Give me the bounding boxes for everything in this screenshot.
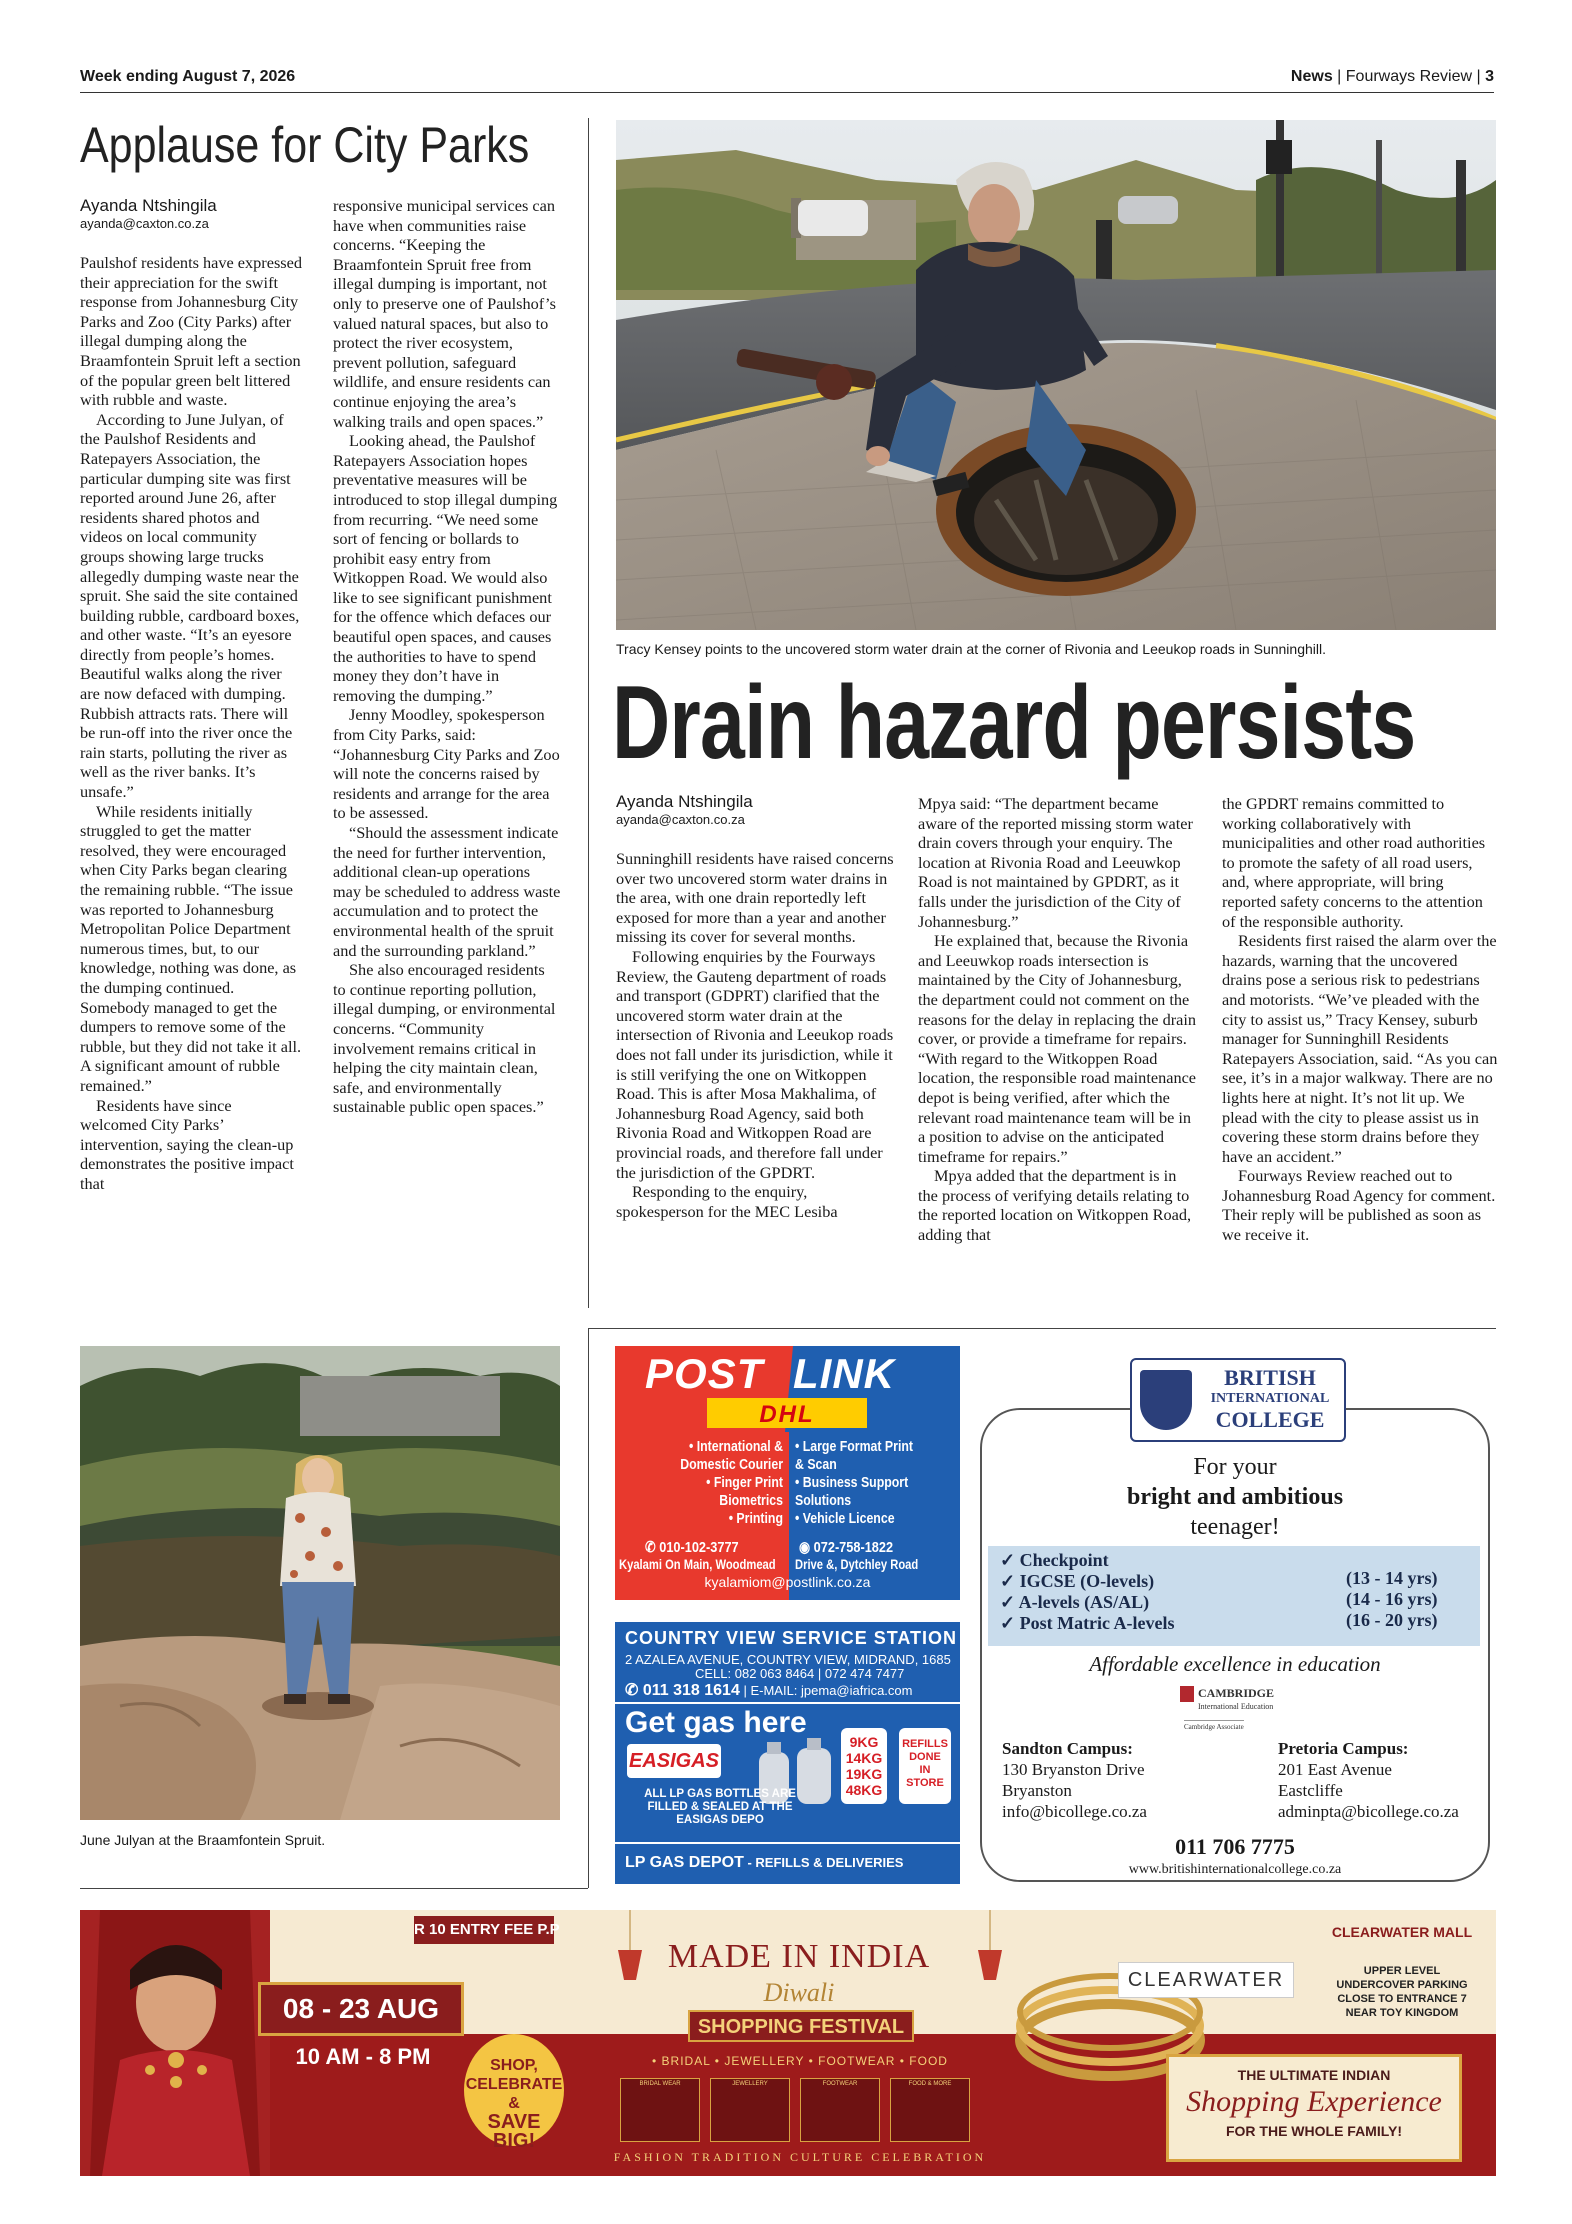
section-divider — [80, 1888, 588, 1889]
slogan-line: For your — [1193, 1454, 1277, 1480]
shopping-festival-label: SHOPPING FESTIVAL — [688, 2010, 914, 2042]
postlink-ad[interactable] — [615, 1346, 960, 1600]
article1-author: Ayanda Ntshingila — [80, 196, 217, 215]
category-tile — [890, 2078, 970, 2142]
badge-line: CELEBRATE & — [465, 2076, 563, 2112]
college-name — [1198, 1366, 1342, 1432]
pretoria-campus — [1278, 1738, 1459, 1822]
service-item: • Finger Print — [706, 1475, 783, 1491]
article2-column-1 — [616, 792, 898, 1221]
easigas-note: ALL LP GAS BOTTLES ARE FILLED & SEALED AT THE EASIGAS DEPO — [644, 1788, 796, 1826]
postlink-phone-right[interactable]: ◉ 072-758-1822 — [799, 1539, 894, 1556]
column-divider — [588, 1328, 589, 1888]
dhl-logo — [707, 1398, 867, 1428]
service-item: • Printing — [728, 1511, 783, 1527]
program-item: ✓ A-levels (AS/AL) — [1000, 1592, 1150, 1612]
article2-column-2 — [918, 794, 1200, 1245]
program-age: (14 - 16 yrs) — [1346, 1589, 1438, 1609]
gas-size: 9KG — [849, 1734, 879, 1750]
article2-headline: Drain hazard persists — [612, 665, 1416, 781]
country-view-ad[interactable] — [615, 1622, 960, 1884]
slogan-line — [980, 1482, 1490, 1512]
address-line: 201 East Avenue — [1278, 1760, 1392, 1779]
section-name: News — [1290, 68, 1333, 85]
cambridge-sub: International Education — [1198, 1702, 1274, 1711]
country-view-address: 2 AZALEA AVENUE, COUNTRY VIEW, MIDRAND, 1685 — [625, 1652, 951, 1667]
college-tagline: Affordable excellence in education — [1089, 1652, 1381, 1676]
paragraph: “Should the assessment indicate the need for further intervention, additional clean-up operations may be scheduled to address waste accumulation and to protect the environmental health of the spruit and the surrounding parkland.” — [333, 823, 561, 960]
lp-gas-depot-sub: - REFILLS & DELIVERIES — [743, 1855, 904, 1870]
paragraph: Residents have since welcomed City Parks’ intervention, saying the clean-up demonstrates the positive impact that — [80, 1095, 294, 1193]
category-tile-label: JEWELLERY — [732, 2081, 768, 2087]
column-divider — [588, 118, 589, 1308]
sandton-campus — [1002, 1738, 1147, 1822]
parking-line: UPPER LEVEL — [1363, 1965, 1441, 1977]
dhl-logo-text: DHL — [759, 1401, 815, 1428]
college-phone[interactable]: 011 706 7775 — [1175, 1834, 1295, 1859]
college-logo — [1130, 1358, 1346, 1442]
ultimate-line: THE ULTIMATE INDIAN — [1237, 2067, 1391, 2083]
program-item: ✓ IGCSE (O-levels) — [1000, 1571, 1155, 1591]
parking-line: UNDERCOVER PARKING — [1336, 1979, 1468, 1991]
section-divider — [588, 1328, 1496, 1329]
country-view-email[interactable]: | E-MAIL: jpema@iafrica.com — [743, 1683, 913, 1698]
category-tile-label: FOOD & MORE — [908, 2081, 952, 2087]
experience-script: Shopping Experience — [1186, 2085, 1442, 2118]
drain-photo — [616, 120, 1496, 630]
made-in-india-title: MADE IN INDIA — [667, 1938, 931, 1975]
college-name-mid: INTERNATIONAL — [1210, 1391, 1330, 1406]
program-item: ✓ Post Matric A-levels — [1000, 1613, 1175, 1633]
badge-line: SHOP, — [490, 2057, 538, 2074]
gas-size: 19KG — [845, 1766, 883, 1782]
article1-headline: Applause for City Parks — [80, 117, 530, 173]
parking-info — [1312, 1964, 1492, 2020]
postlink-services-right — [795, 1438, 957, 1528]
badge-line-bold: SAVE BIG! — [487, 2111, 541, 2152]
college-crest-icon — [1140, 1370, 1192, 1430]
country-view-contact — [625, 1680, 912, 1700]
slogan-line: teenager! — [1190, 1514, 1280, 1540]
family-line: FOR THE WHOLE FAMILY! — [1225, 2123, 1403, 2139]
gas-size: 14KG — [845, 1750, 883, 1766]
refills-line: REFILLS — [902, 1738, 948, 1750]
cambridge-logo — [1180, 1684, 1290, 1731]
category-tile — [800, 2078, 880, 2142]
category-tile — [710, 2078, 790, 2142]
paragraph: Jenny Moodley, spokesperson from City Parks, said: “Johannesburg City Parks and Zoo will note the concerns raised by residents and arrange for the area to be assessed. — [333, 705, 560, 823]
gas-sizes — [841, 1728, 887, 1804]
easigas-logo-text: EASIGAS — [628, 1750, 720, 1772]
parking-line: CLOSE TO ENTRANCE 7 — [1337, 1993, 1467, 2005]
service-item: & Scan — [795, 1457, 837, 1473]
postlink-email[interactable]: kyalamiom@postlink.co.za — [704, 1574, 871, 1590]
paragraph: Responding to the enquiry, spokesperson for the MEC Lesiba — [616, 1182, 838, 1221]
gas-size: 48KG — [845, 1782, 883, 1798]
category-tile — [620, 2078, 700, 2142]
issue-date: Week ending August 7, 2026 — [80, 68, 296, 85]
event-dates: 08 - 23 AUG — [258, 1982, 464, 2036]
article2-column-3 — [1222, 794, 1500, 1245]
service-item: Domestic Courier — [680, 1457, 783, 1473]
college-slogan — [980, 1452, 1490, 1542]
page-header-right — [1291, 68, 1494, 86]
paragraph: He explained that, because the Rivonia and Leeuwkop roads intersection is maintained by the City of Johannesburg, the department could not comment on the reasons for the delay in replacing the drain cover, or provide a timeframe for repairs. “With regard to the Witkoppen Road location, the responsible road maintenance depot is being verified, after which the relevant road maintenance team will be in a position to advise on the anticipated timeframe for repairs.” — [918, 931, 1197, 1166]
college-website[interactable]: www.britishinternationalcollege.co.za — [1128, 1862, 1342, 1877]
country-view-cell[interactable]: CELL: 082 063 8464 | 072 474 7477 — [695, 1666, 905, 1681]
paragraph: Looking ahead, the Paulshof Ratepayers Association hopes preventative measures will be introduced to stop illegal dumping from recurring. “We need some sort of fencing or bollards to prohibit easy entry from Witkoppen Road. We would also like to see significant punishment for the offence which defaces our beautiful open spaces, and causes the authorities to have to spend money they don’t have in removing the dumping.” — [333, 431, 558, 705]
service-item: • Large Format Print — [795, 1439, 914, 1455]
service-item: Solutions — [795, 1493, 852, 1509]
paragraph: According to June Julyan, of the Paulshof Residents and Ratepayers Association, the particular dumping site was first reported around June 26, after residents shared photos and videos on local community groups showing large trucks allegedly dumping waste near the spruit. She said the site contained building rubble, cardboard boxes, and other waste. “It’s an eyesore directly from people’s homes. Beautiful walks along the river are now defaced with dumping. Rubbish attracts rats. There will be run-off into the river once the rain starts, polluting the river as well as the river banks. It’s unsafe.” — [80, 409, 300, 802]
address-line: Bryanston — [1002, 1781, 1072, 1800]
program-item: ✓ Checkpoint — [1000, 1550, 1109, 1570]
entry-fee-badge: R 10 ENTRY FEE P.P — [414, 1916, 554, 1944]
paragraph: Sunninghill residents have raised concerns over two uncovered storm water drains in the area, with one drain reportedly left exposed for more than a year and another missing its cover for several months. — [616, 849, 894, 947]
refills-line: IN — [919, 1764, 931, 1776]
event-hours: 10 AM - 8 PM — [295, 2044, 431, 2069]
college-name-top: BRITISH — [1224, 1365, 1316, 1390]
service-item: • Vehicle Licence — [795, 1511, 895, 1527]
postlink-phone-left[interactable]: ✆ 010-102-3777 — [645, 1539, 739, 1556]
refills-line: DONE — [909, 1751, 941, 1763]
drain-photo-caption: Tracy Kensey points to the uncovered storm water drain at the corner of Rivonia and Leeukop roads in Sunninghill. — [616, 641, 1326, 657]
postlink-logo-link: LINK — [793, 1350, 895, 1397]
postlink-location-left: Kyalami On Main, Woodmead — [619, 1556, 776, 1572]
shop-celebrate-badge — [464, 2034, 564, 2152]
easigas-logo — [627, 1744, 721, 1778]
paragraph: the GPDRT remains committed to working collaboratively with municipalities and other road authorities to promote the safety of all road users, and, where appropriate, will bring reported safety concerns to the attention of the responsible authority. — [1222, 794, 1486, 931]
college-programs — [1000, 1550, 1175, 1634]
divider — [615, 1702, 960, 1704]
made-in-india-banner[interactable] — [80, 1910, 1496, 2176]
country-view-title: COUNTRY VIEW SERVICE STATION — [625, 1628, 958, 1648]
lp-gas-depot — [615, 1842, 960, 1884]
postlink-location-right: Drive &, Dytchley Road — [795, 1556, 919, 1572]
category-tile-label: FOOTWEAR — [822, 2081, 858, 2087]
service-item: • Business Support — [795, 1475, 909, 1491]
lp-gas-depot-title: LP GAS DEPOT — [625, 1854, 744, 1871]
article1-column-2 — [333, 196, 561, 1117]
festival-categories: • BRIDAL • JEWELLERY • FOOTWEAR • FOOD — [652, 2054, 948, 2068]
clearwater-mall-label: CLEARWATER MALL — [1331, 1924, 1473, 1940]
article1-column-1 — [80, 196, 302, 1194]
paragraph: Mpya added that the department is in the process of verifying details relating to the reported location on Witkoppen Road, adding that — [918, 1166, 1192, 1245]
get-gas-heading: Get gas here — [625, 1706, 807, 1739]
ultimate-experience-box — [1166, 2054, 1462, 2162]
header-rule — [80, 92, 1494, 93]
cambridge-name: CAMBRIDGE — [1198, 1686, 1275, 1700]
address-line: Eastcliffe — [1278, 1781, 1343, 1800]
college-name-bottom: COLLEGE — [1215, 1407, 1325, 1432]
country-view-phone[interactable]: ✆ 011 318 1614 — [625, 1682, 740, 1699]
article2-author: Ayanda Ntshingila — [616, 792, 753, 811]
postlink-logo-post: POST — [645, 1350, 764, 1397]
paragraph: Fourways Review reached out to Johannesburg Road Agency for comment. Their reply will be published as soon as we receive it. — [1222, 1166, 1496, 1245]
category-tile-label: BRIDAL WEAR — [639, 2081, 681, 2087]
sandton-email[interactable]: info@bicollege.co.za — [1002, 1802, 1147, 1821]
article1-email[interactable]: ayanda@caxton.co.za — [80, 216, 209, 231]
festival-values: FASHION TRADITION CULTURE CELEBRATION — [613, 2150, 987, 2164]
postlink-services-left — [623, 1438, 783, 1528]
pretoria-email[interactable]: adminpta@bicollege.co.za — [1278, 1802, 1459, 1821]
college-program-ages — [1346, 1568, 1437, 1631]
paragraph: Mpya said: “The department became aware of the reported missing storm water drain covers through your enquiry. The location at Rivonia Road and Leeuwkop Road is not maintained by GPDRT, as it falls under the jurisdiction of the City of Johannesburg.” — [918, 794, 1193, 931]
spruit-photo-caption: June Julyan at the Braamfontein Spruit. — [80, 1832, 326, 1848]
parking-line: NEAR TOY KINGDOM — [1345, 2007, 1459, 2019]
cambridge-associate: Cambridge Associate — [1184, 1720, 1244, 1731]
refills-line: STORE — [906, 1777, 944, 1789]
slogan-bold: bright and ambitious — [1126, 1484, 1344, 1510]
service-item: Biometrics — [719, 1493, 783, 1509]
page-number: 3 — [1485, 68, 1494, 85]
bride-illustration — [80, 1910, 270, 2176]
paragraph: While residents initially struggled to get the matter resolved, they were encouraged when City Parks began clearing the remaining rubble. “The issue was reported to Johannesburg Metropolitan Police Department numerous times, but, to our knowledge, nothing was done, as the dumping continued. Somebody managed to get the dumpers to remove some of the rubble, but they did not take it all. A significant amount of rubble remained.” — [80, 801, 302, 1095]
address-line: 130 Bryanston Drive — [1002, 1760, 1145, 1779]
paragraph: responsive municipal services can have when communities raise concerns. “Keeping the Braamfontein Spruit free from illegal dumping is important, not only to preserve one of Paulshof’s valued natural spaces, but also to protect the river ecosystem, prevent pollution, safeguard wildlife, and ensure residents can continue enjoying the area’s walking trails and open spaces.” — [333, 196, 556, 431]
program-age: (16 - 20 yrs) — [1346, 1610, 1438, 1630]
category-tiles — [620, 2078, 980, 2142]
publication-name: | Fourways Review | — [1337, 68, 1481, 85]
refills-badge — [899, 1728, 951, 1804]
article2-email[interactable]: ayanda@caxton.co.za — [616, 812, 745, 827]
pretoria-campus-title: Pretoria Campus: — [1278, 1739, 1409, 1758]
cambridge-shield-icon — [1180, 1686, 1194, 1702]
paragraph: Following enquiries by the Fourways Review, the Gauteng department of roads and transport (GDPRT) clarified that the uncovered storm water drain at the intersection of Rivonia and Leeukop roads does not fall under its jurisdiction, while it is still verifying the one on Witkoppen Road. This is after Mosa Makhalima, of Johannesburg Road Agency, said both Rivonia Road and Witkoppen Road are provincial roads, and therefore fall under the jurisdiction of the GPDRT. — [616, 946, 894, 1182]
sandton-campus-title: Sandton Campus: — [1002, 1739, 1133, 1758]
clearwater-logo: CLEARWATER — [1118, 1962, 1294, 1998]
diwali-script: Diwali — [763, 1978, 835, 2007]
program-age: (13 - 14 yrs) — [1346, 1568, 1438, 1588]
paragraph: Paulshof residents have expressed their appreciation for the swift response from Johannesburg City Parks and Zoo (City Parks) after illegal dumping along the Braamfontein Spruit left a section of the popular green belt littered with rubble and waste. — [80, 253, 302, 410]
service-item: • International & — [688, 1439, 783, 1455]
paragraph: Residents first raised the alarm over the hazards, warning that the uncovered drains pose a serious risk to pedestrians and motorists. “We’ve pleaded with the city to assist us,” Tracy Kensey, suburb manager for Sunninghill Residents Ratepayers Association, said. “As you can see, it’s in a major walkway. There are no lights here at night. It’s not lit up. We plead with the city to please assist us in covering these storm drains before they have an accident.” — [1222, 931, 1498, 1166]
paragraph: She also encouraged residents to continue reporting pollution, illegal dumping, or environmental concerns. “Community involvement remains critical in helping the city maintain clean, safe, and environmentally sustainable public open spaces.” — [333, 960, 556, 1117]
spruit-photo — [80, 1346, 560, 1820]
